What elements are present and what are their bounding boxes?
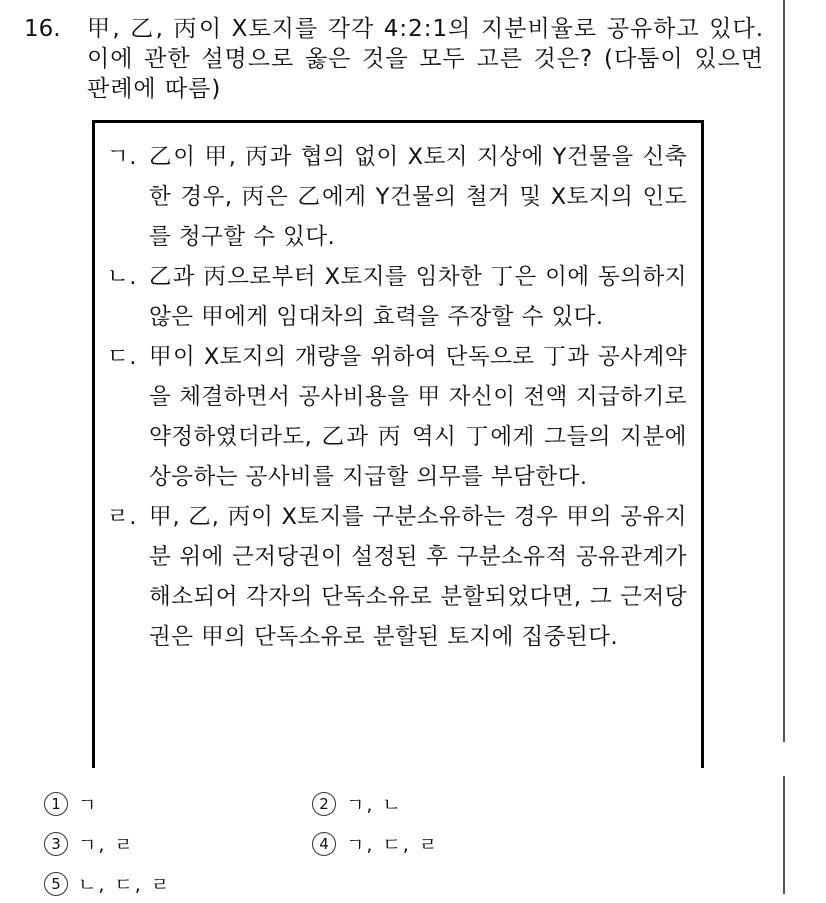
choice-answer: ㄱ, ㄴ bbox=[346, 794, 403, 816]
choice-1[interactable] bbox=[44, 790, 98, 817]
choice-answer: ㄴ, ㄷ, ㄹ bbox=[78, 874, 172, 896]
statement-item bbox=[107, 137, 687, 257]
statement-item bbox=[107, 257, 687, 337]
question-number: 16. bbox=[24, 16, 61, 42]
statement-text: 甲, 乙, 丙이 X토지를 구분소유하는 경우 甲의 공유지분 위에 근저당권이 설정된 후 구분소유적 공유관계가 해소되어 각자의 단독소유로 분할되었다면, 그 근저당권은 甲의 단독소유로 분할된 토지에 집중된다. bbox=[149, 504, 687, 650]
choice-answer: ㄱ, ㄹ bbox=[78, 834, 135, 856]
question bbox=[24, 14, 764, 104]
column-divider bbox=[783, 0, 785, 742]
choice-3[interactable] bbox=[44, 830, 135, 857]
choice-number: 2 bbox=[312, 792, 336, 816]
choice-4[interactable] bbox=[312, 830, 439, 857]
statement-item bbox=[107, 337, 687, 497]
statement-item bbox=[107, 497, 687, 657]
statement-text: 甲이 X토지의 개량을 위하여 단독으로 丁과 공사계약을 체결하면서 공사비용을 甲 자신이 전액 지급하기로 약정하였더라도, 乙과 丙 역시 丁에게 그들의 지분에 상응하는 공사비를 지급할 의무를 부담한다. bbox=[149, 344, 687, 490]
choice-number: 4 bbox=[312, 832, 336, 856]
choice-answer: ㄱ bbox=[78, 794, 99, 816]
statement-text: 乙이 甲, 丙과 협의 없이 X토지 지상에 Y건물을 신축한 경우, 丙은 乙에게 Y건물의 철거 및 X토지의 인도를 청구할 수 있다. bbox=[149, 144, 687, 250]
choice-5[interactable] bbox=[44, 870, 171, 897]
statement-mark: ㄷ. bbox=[107, 344, 137, 370]
column-divider bbox=[783, 776, 785, 894]
choice-number: 5 bbox=[44, 872, 68, 896]
statement-mark: ㄴ. bbox=[107, 264, 137, 290]
statement-mark: ㄹ. bbox=[107, 504, 137, 530]
question-stem: 甲, 乙, 丙이 X토지를 각각 4:2:1의 지분비율로 공유하고 있다. 이에 관한 설명으로 옳은 것을 모두 고른 것은? (다툼이 있으면 판례에 따름) bbox=[87, 16, 764, 102]
choice-2[interactable] bbox=[312, 790, 403, 817]
choice-number: 3 bbox=[44, 832, 68, 856]
choice-number: 1 bbox=[44, 792, 68, 816]
statement-mark: ㄱ. bbox=[107, 144, 137, 170]
choice-answer: ㄱ, ㄷ, ㄹ bbox=[346, 834, 440, 856]
statement-text: 乙과 丙으로부터 X토지를 임차한 丁은 이에 동의하지 않은 甲에게 임대차의 효력을 주장할 수 있다. bbox=[149, 264, 687, 330]
statement-box bbox=[92, 120, 704, 768]
